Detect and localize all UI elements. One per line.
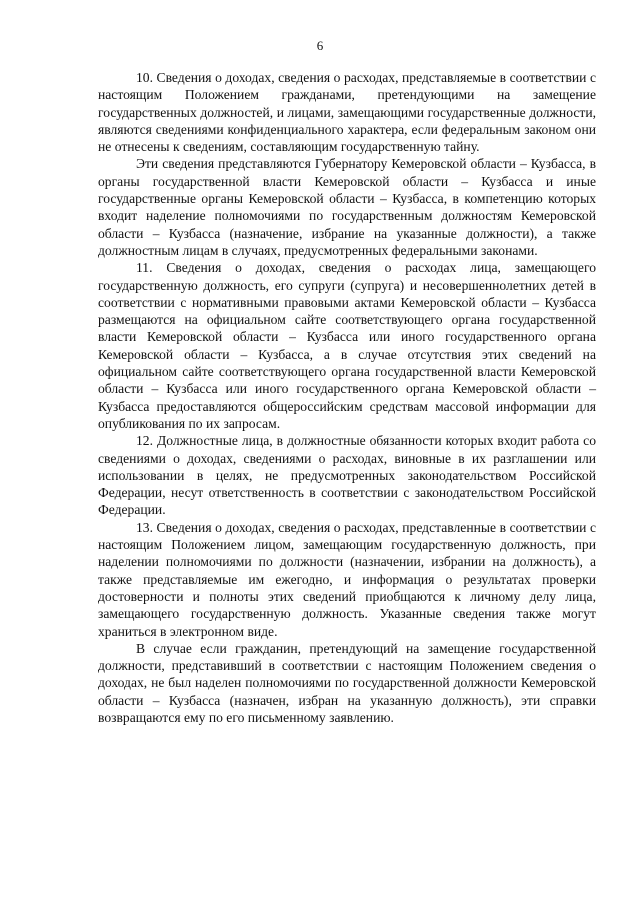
page-number: 6 (316, 38, 324, 53)
paragraph-13: 13. Сведения о доходах, сведения о расходах, представленные в соответствии с настоящим Положением лицом, замещающим государственную должность, при наделении полномочиями по должности (назначении, избрании на должность), а также представляемые им ежегодно, и информация о результатах проверки достоверности и полноты этих сведений приобщаются к личному делу лица, замещающего государственную должность. Указанные сведения также могут храниться в электронном виде. (98, 519, 596, 639)
document-body (98, 69, 596, 726)
paragraph-13-continued: В случае если гражданин, претендующий на замещение государственной должности, представивший в соответствии с настоящим Положением сведения о доходах, не был наделен полномочиями по государственной должности Кемеровской области – Кузбасса (назначен, избран на указанную должность), эти справки возвращаются ему по его письменному заявлению. (98, 640, 596, 725)
paragraph-11: 11. Сведения о доходах, сведения о расходах лица, замещающего государственную должность, его супруги (супруга) и несовершеннолетних детей в соответствии с нормативными правовыми актами Кемеровской области – Кузбасса размещаются на официальном сайте соответствующего органа государственной власти Кемеровской области – Кузбасса или иного государственного органа Кемеровской области – Кузбасса, а в случае отсутствия этих сведений на официальном сайте соответствующего органа государственной власти Кемеровской области – Кузбасса или иного государственного органа Кемеровской области – Кузбасса предоставляются общероссийским средствам массовой информации для опубликования по их запросам. (98, 260, 596, 431)
paragraph-12: 12. Должностные лица, в должностные обязанности которых входит работа со сведениями о доходах, сведениями о расходах, виновные в их разглашении или использовании в целях, не предусмотренных законодательством Российской Федерации, несут ответственность в соответствии с законодательством Российской Федерации. (98, 433, 596, 518)
paragraph-10: 10. Сведения о доходах, сведения о расходах, представляемые в соответствии с настоящим Положением гражданами, претендующими на замещение государственных должностей, и лицами, замещающими государственные должности, являются сведениями конфиденциального характера, если федеральным законом они не отнесены к сведениям, составляющим государственную тайну. (98, 70, 596, 155)
paragraph-10-continued: Эти сведения представляются Губернатору Кемеровской области – Кузбасса, в органы государственной власти Кемеровской области – Кузбасса и иные государственные органы Кемеровской области – Кузбасса, в компетенцию которых входит наделение полномочиями по государственным должностям Кемеровской области – Кузбасса (назначение, избрание на указанные должности), а также должностным лицам в случаях, предусмотренных федеральными законами. (98, 156, 596, 258)
